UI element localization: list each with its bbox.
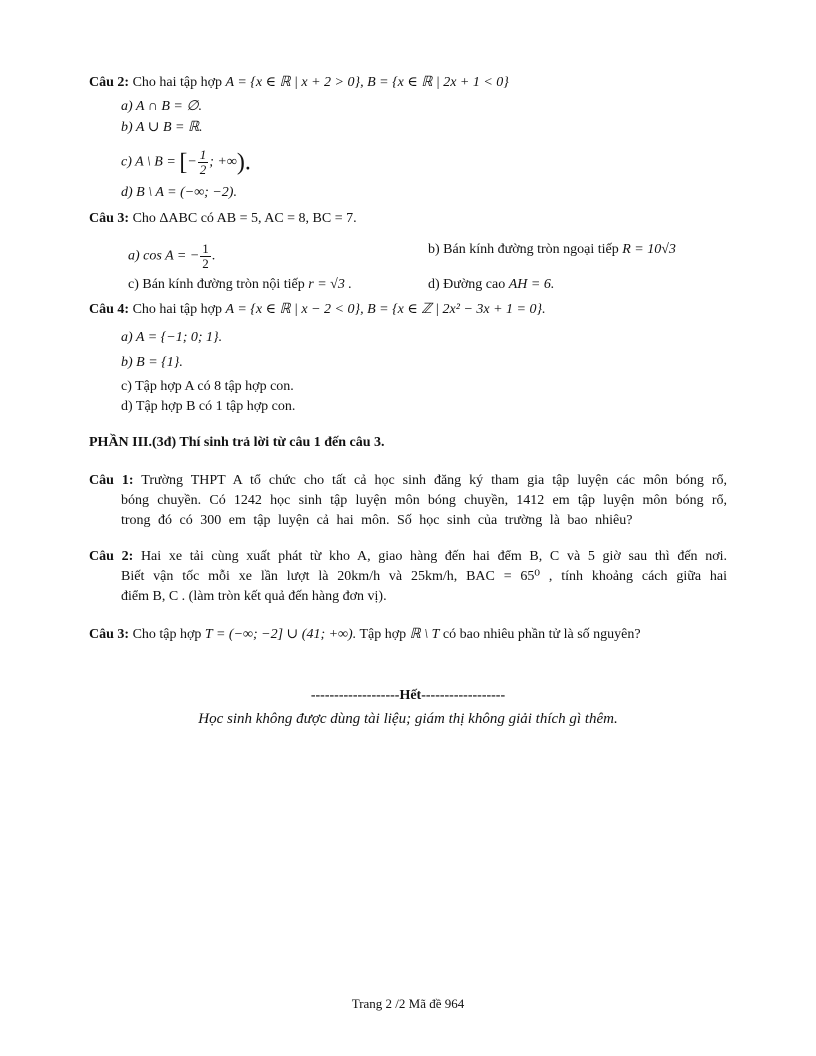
option-a: a) A ∩ B = ∅. bbox=[121, 99, 203, 114]
question-label: Câu 3: bbox=[89, 627, 130, 642]
fraction-numerator: 1 bbox=[202, 241, 209, 256]
set-definition: A = {x ∈ ℝ | x + 2 > 0}, B = {x ∈ ℝ | 2x + 1 < 0} bbox=[225, 75, 509, 90]
question-2-stem bbox=[89, 74, 509, 92]
fraction-numerator: 1 bbox=[199, 147, 207, 162]
option-b-math: R = 10√3 bbox=[622, 242, 676, 257]
question-label: Câu 2: bbox=[89, 75, 130, 90]
question-text: Trường THPT A tổ chức cho tất cả học sinh đăng ký tham gia tập luyện các môn bóng rổ, bbox=[141, 473, 728, 488]
question-text: Cho ΔABC có AB = 5, AC = 8, BC = 7. bbox=[132, 211, 357, 226]
part-3-heading: PHẦN III.(3đ) Thí sinh trả lời từ câu 1 đến câu 3. bbox=[89, 435, 385, 450]
option-c bbox=[121, 148, 251, 177]
set-T: T = (−∞; −2] ∪ (41; +∞). bbox=[204, 627, 357, 642]
option-d-text: d) Đường cao bbox=[428, 277, 506, 292]
question-4-stem bbox=[89, 301, 546, 319]
p3-question-2-line-3: điểm B, C . (làm tròn kết quả đến hàng đơn vị). bbox=[121, 589, 387, 604]
option-d: d) B \ A = (−∞; −2). bbox=[121, 185, 237, 200]
end-marker: -------------------Hết------------------ bbox=[310, 688, 506, 703]
p3-question-1-line-1 bbox=[89, 472, 727, 490]
option-b: b) B = {1}. bbox=[121, 355, 183, 370]
set-complement: ℝ \ T bbox=[409, 627, 440, 642]
question-text-2: Tập hợp bbox=[359, 627, 407, 642]
option-d: d) Tập hợp B có 1 tập hợp con. bbox=[121, 399, 296, 414]
option-c bbox=[128, 276, 352, 294]
fraction bbox=[198, 148, 209, 177]
question-text: Cho hai tập hợp bbox=[132, 302, 223, 317]
question-label: Câu 4: bbox=[89, 302, 130, 317]
option-d-math: AH = 6. bbox=[508, 277, 555, 292]
question-text-3: có bao nhiêu phần tử là số nguyên? bbox=[442, 627, 641, 642]
fraction-denominator: 2 bbox=[199, 162, 207, 177]
question-label: Câu 1: bbox=[89, 473, 134, 488]
minus-sign: − bbox=[187, 154, 197, 170]
option-a-prefix: a) cos A = − bbox=[128, 248, 200, 264]
question-label: Câu 2: bbox=[89, 549, 134, 564]
option-b bbox=[428, 241, 676, 259]
question-3-stem bbox=[89, 210, 357, 228]
option-c-rest: ; +∞ bbox=[209, 154, 237, 170]
p3-question-3 bbox=[89, 626, 641, 644]
option-a bbox=[128, 242, 215, 271]
p3-question-2-line-1 bbox=[89, 548, 727, 566]
fraction bbox=[200, 242, 211, 271]
option-d bbox=[428, 276, 554, 294]
set-definition: A = {x ∈ ℝ | x − 2 < 0}, B = {x ∈ ℤ | 2x² − 3x + 1 = 0}. bbox=[225, 302, 546, 317]
option-c-text: c) Bán kính đường tròn nội tiếp bbox=[128, 277, 305, 292]
question-text: Cho tập hợp bbox=[132, 627, 202, 642]
option-b: b) A ∪ B = ℝ. bbox=[121, 120, 203, 135]
question-text: Hai xe tải cùng xuất phát từ kho A, giao hàng đến hai đểm B, C và 5 giờ sau thì đến nơi. bbox=[140, 549, 728, 564]
option-c: c) Tập hợp A có 8 tập hợp con. bbox=[121, 379, 294, 394]
question-label: Câu 3: bbox=[89, 211, 130, 226]
option-a: a) A = {−1; 0; 1}. bbox=[121, 330, 223, 345]
option-c-prefix: c) A \ B = bbox=[121, 154, 176, 170]
right-paren: ). bbox=[236, 149, 251, 176]
fraction-denominator: 2 bbox=[202, 256, 209, 271]
p3-question-1-line-3: trong đó có 300 em tập luyện cả hai môn. Số học sinh của trường là bao nhiêu? bbox=[121, 513, 633, 528]
option-b-text: b) Bán kính đường tròn ngoại tiếp bbox=[428, 242, 619, 257]
p3-question-1-line-2: bóng chuyền. Có 1242 học sinh tập luyện môn bóng chuyền, 1412 em tập luyện môn bóng rổ, bbox=[121, 493, 727, 508]
left-bracket: [ bbox=[179, 149, 188, 176]
end-note: Học sinh không được dùng tài liệu; giám thị không giải thích gì thêm. bbox=[198, 711, 618, 727]
p3-question-2-line-2: Biết vận tốc mỗi xe lần lượt là 20km/h và 25km/h, BAC = 65⁰ , tính khoảng cách giữa hai bbox=[121, 569, 727, 584]
option-c-math: r = √3 . bbox=[308, 277, 352, 292]
page-footer: Trang 2 /2 Mã đề 964 bbox=[351, 996, 465, 1011]
question-text: Cho hai tập hợp bbox=[132, 75, 223, 90]
option-a-suffix: . bbox=[211, 248, 216, 264]
